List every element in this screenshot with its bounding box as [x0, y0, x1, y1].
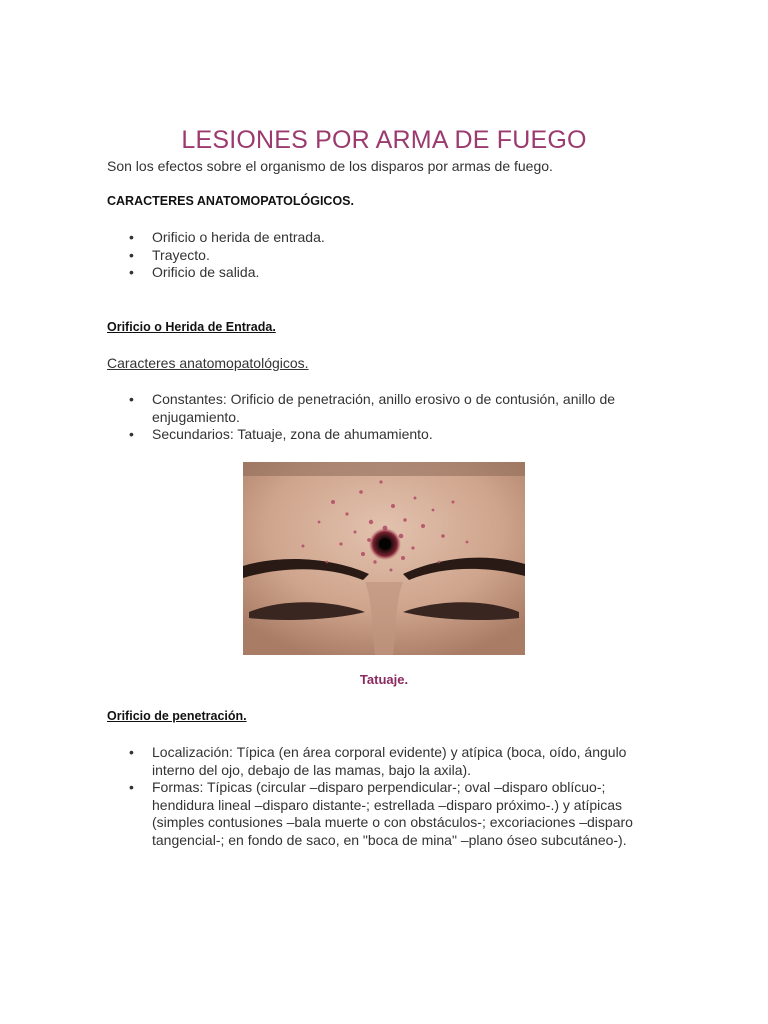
list-item: • Localización: Típica (en área corporal evidente) y atípica (boca, oído, ángulo interno del ojo, debajo de las mamas, bajo la axila). [129, 744, 627, 778]
subheading-caracteres: Caracteres anatomopatológicos. [107, 355, 309, 371]
intro-text: Son los efectos sobre el organismo de los disparos por armas de fuego. [107, 158, 553, 174]
bullet-icon: • [129, 391, 134, 407]
figure-caption: Tatuaje. [359, 672, 409, 687]
caracteres-list [107, 229, 667, 282]
section-heading-entrada: Orificio o Herida de Entrada. [107, 320, 276, 334]
section-heading-caracteres: CARACTERES ANATOMOPATOLÓGICOS. [107, 194, 354, 208]
list-item: • Secundarios: Tatuaje, zona de ahumamiento. [129, 426, 433, 442]
entrada-list [107, 391, 667, 444]
section-heading-penetracion: Orificio de penetración. [107, 709, 247, 723]
bullet-icon: • [129, 426, 134, 442]
list-item: • Constantes: Orificio de penetración, anillo erosivo o de contusión, anillo de enjugamiento. [129, 391, 616, 425]
bullet-icon: • [129, 229, 134, 245]
list-item: • Trayecto. [129, 246, 210, 263]
bullet-icon: • [129, 246, 134, 263]
forehead-gunshot-wound-photo [243, 462, 525, 655]
list-item: • Orificio o herida de entrada. [129, 229, 325, 245]
bullet-icon: • [129, 779, 134, 795]
bullet-icon: • [129, 744, 134, 760]
document-title: LESIONES POR ARMA DE FUEGO [181, 126, 587, 154]
bullet-icon: • [129, 264, 134, 280]
list-item: • Orificio de salida. [129, 264, 260, 280]
penetracion-list [107, 744, 667, 849]
list-item: • Formas: Típicas (circular –disparo perpendicular-; oval –disparo oblícuo-; hendidura lineal –disparo distante-; estrellada –disparo próximo-.) y atípicas (simples contusiones –bala muerte o con obstáculos-; excoriaciones –disparo tangencial-; en fondo de saco, en "boca de mina" –plano óseo subcutáneo-). [129, 779, 633, 848]
